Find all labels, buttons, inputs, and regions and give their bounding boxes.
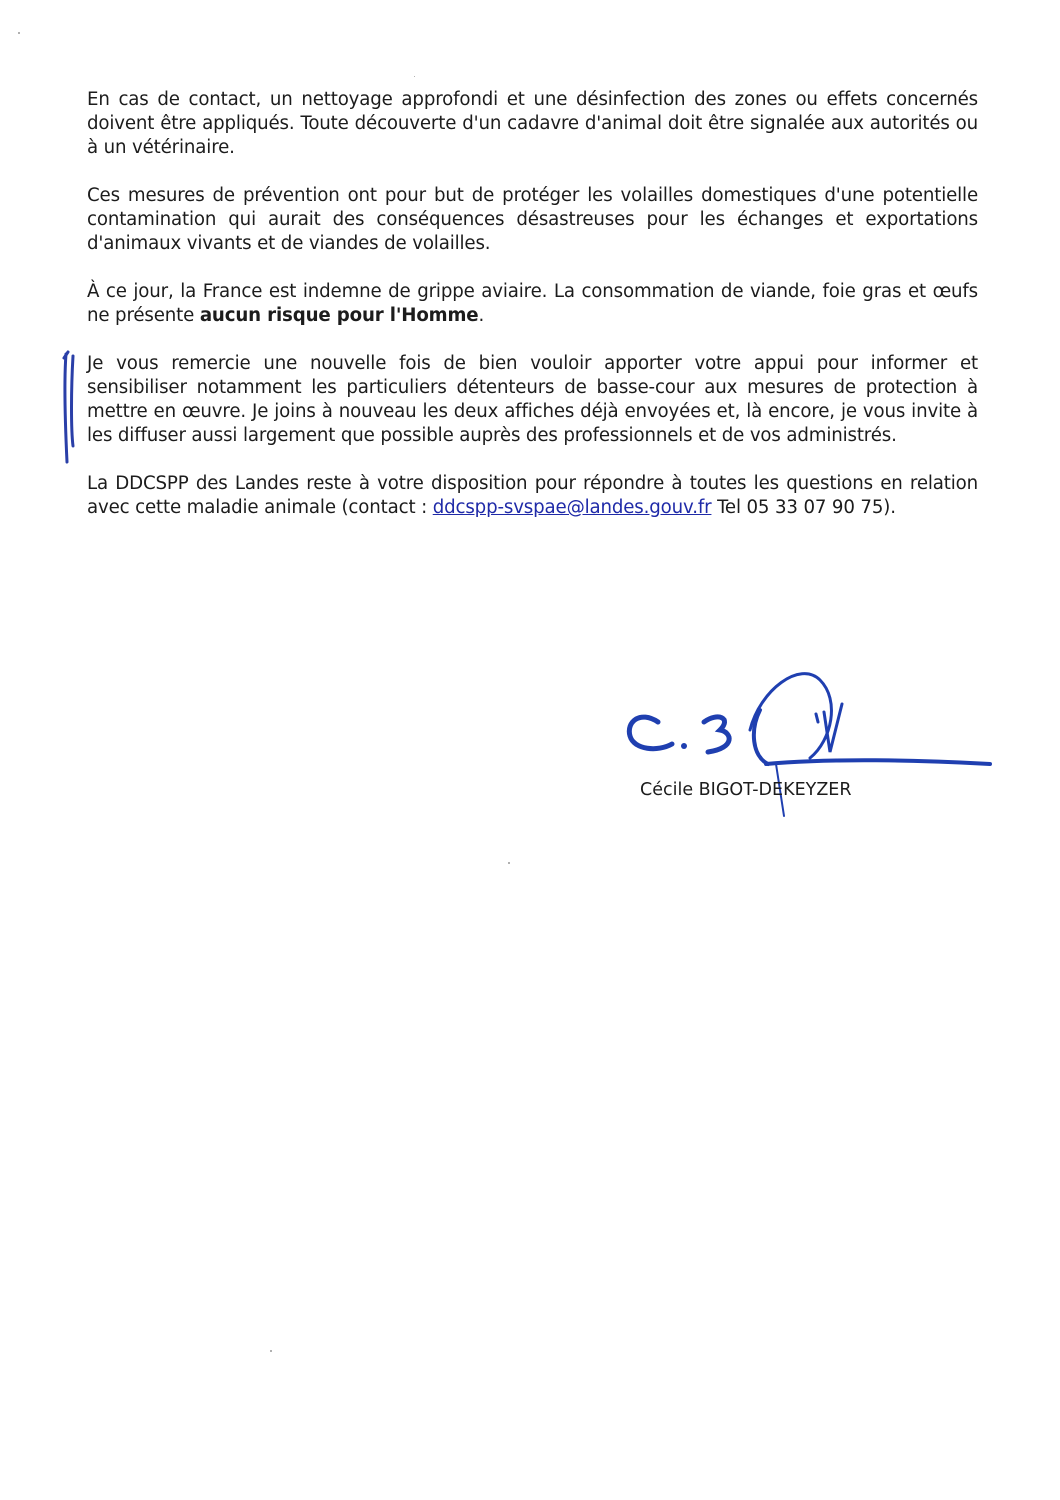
- scan-speck: [270, 1350, 272, 1352]
- margin-bracket-mark: [56, 350, 86, 470]
- contact-email-link[interactable]: ddcspp-svspae@landes.gouv.fr: [432, 497, 712, 518]
- paragraph-prevention-purpose: Ces mesures de prévention ont pour but de protéger les volailles domestiques d'une potentielle contamination qui aurait des conséquences désastreuses pour les échanges et exportations d'animaux vivants et de viandes de volailles.: [87, 185, 978, 254]
- paragraph-thanks-posters: Je vous remercie une nouvelle fois de bien vouloir apporter votre appui pour informer et sensibiliser notamment les particuliers détenteurs de basse-cour aux mesures de protection à mettre en œuvre. Je joins à nouveau les deux affiches déjà envoyées et, là encore, je vous invite à les diffuser aussi largement que possible auprès des professionnels et de vos administrés.: [87, 353, 978, 446]
- scan-speck: [18, 32, 20, 34]
- scan-speck: [508, 862, 510, 864]
- food-safety-text: À ce jour, la France est indemne de grippe aviaire. La consommation de viande, foie gras et œufs ne présente: [87, 281, 978, 326]
- contact-phone-text: Tel 05 33 07 90 75).: [711, 497, 896, 518]
- handwritten-signature: [600, 660, 1000, 830]
- scan-speck: [414, 76, 415, 77]
- no-risk-emphasis: aucun risque pour l'Homme: [199, 305, 479, 326]
- paragraph-food-safety: [87, 280, 978, 328]
- paragraph-contact-cleaning: En cas de contact, un nettoyage approfondi et une désinfection des zones ou effets concernés doivent être appliqués. Toute découverte d'un cadavre d'animal doit être signalée aux autorités ou à un vétérinaire.: [87, 89, 978, 158]
- letter-body: [87, 88, 978, 544]
- paragraph-contact-info: [87, 472, 978, 520]
- signature-block: [600, 660, 1000, 830]
- food-safety-end: .: [478, 305, 485, 326]
- signatory-name: Cécile BIGOT-DEKEYZER: [640, 780, 852, 800]
- contact-info-text: La DDCSPP des Landes reste à votre disposition pour répondre à toutes les questions en relation avec cette maladie animale (contact :: [87, 473, 978, 518]
